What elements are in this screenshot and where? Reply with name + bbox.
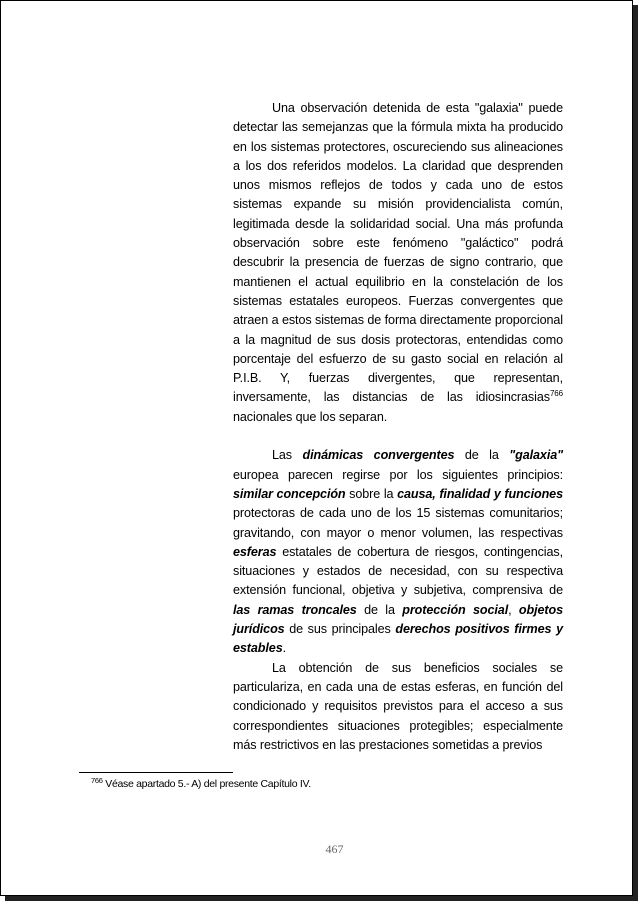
text-run: de la [356,602,403,617]
paragraph-1 [233,99,563,427]
text-run: . [282,641,287,656]
emphasis-text: "galaxia" [509,448,563,463]
footnote-reference: 766 [549,389,563,399]
text-run: estatales de cobertura de riesgos, contingencias, situaciones y estados de necesidad, con su respectiva extensión funcional, objetiva y subjetiva, comprensiva de [233,544,563,598]
text-run: , [508,602,519,617]
text-run: de la [454,448,510,463]
emphasis-text: causa, finalidad y funciones [397,486,563,501]
footnote [91,777,561,791]
footnote-separator [79,772,233,773]
body-text [233,99,563,755]
emphasis-text: similar concepción [233,486,346,501]
text-run: protectoras de cada uno de los 15 sistemas comunitarios; gravitando, con mayor o menor volumen, las respectivas [233,506,563,540]
text-run: Una observación detenida de esta "galaxia" puede detectar las semejanzas que la fórmula mixta ha producido en los sistemas protectores, oscureciendo sus alineaciones a los dos referidos modelos. La claridad que desprenden unos mismos reflejos de todos y cada uno de estos sistemas expande su misión providencialista común, legitimada desde la solidaridad social. Una más profunda observación sobre este fenómeno "galáctico" podrá descubrir la presencia de fuerzas de signo contrario, que mantienen el actual equilibrio en la constelación de los sistemas estatales europeos. Fuerzas convergentes que atraen a estos sistemas de forma directamente proporcional a la magnitud de sus dosis protectoras, entendidas como porcentaje del esfuerzo de su gasto social en relación al P.I.B. Y, fuerzas divergentes, que representan, inversamente, las distancias de las idiosincrasias [233,101,563,405]
text-run: La obtención de sus beneficios sociales se particulariza, en cada una de estas esferas, en función del condicionado y requisitos previstos para el acceso a sus correspondientes situaciones protegibles; especialmente más restrictivos en las prestaciones sometidas a previos [233,660,563,752]
paragraph-3 [233,659,563,755]
footnote-number: 766 [91,776,103,785]
footnote-text: Véase apartado 5.- A) del presente Capítulo IV. [105,778,311,790]
emphasis-text: dinámicas convergentes [302,448,455,463]
text-run: de sus principales [284,622,396,637]
text-run: nacionales que los separan. [233,409,388,424]
emphasis-text: las ramas troncales [233,602,357,617]
paragraph-2 [233,446,563,658]
emphasis-text: objetos jurídicos [233,602,563,637]
text-run: Las [272,448,303,463]
emphasis-text: protección social [402,602,509,617]
emphasis-text: derechos positivos firmes y estables [233,622,563,656]
page-number: 467 [325,842,344,856]
emphasis-text: esferas [233,544,277,559]
text-run: europea parecen regirse por los siguientes principios: [233,467,563,482]
text-run: sobre la [345,486,398,501]
